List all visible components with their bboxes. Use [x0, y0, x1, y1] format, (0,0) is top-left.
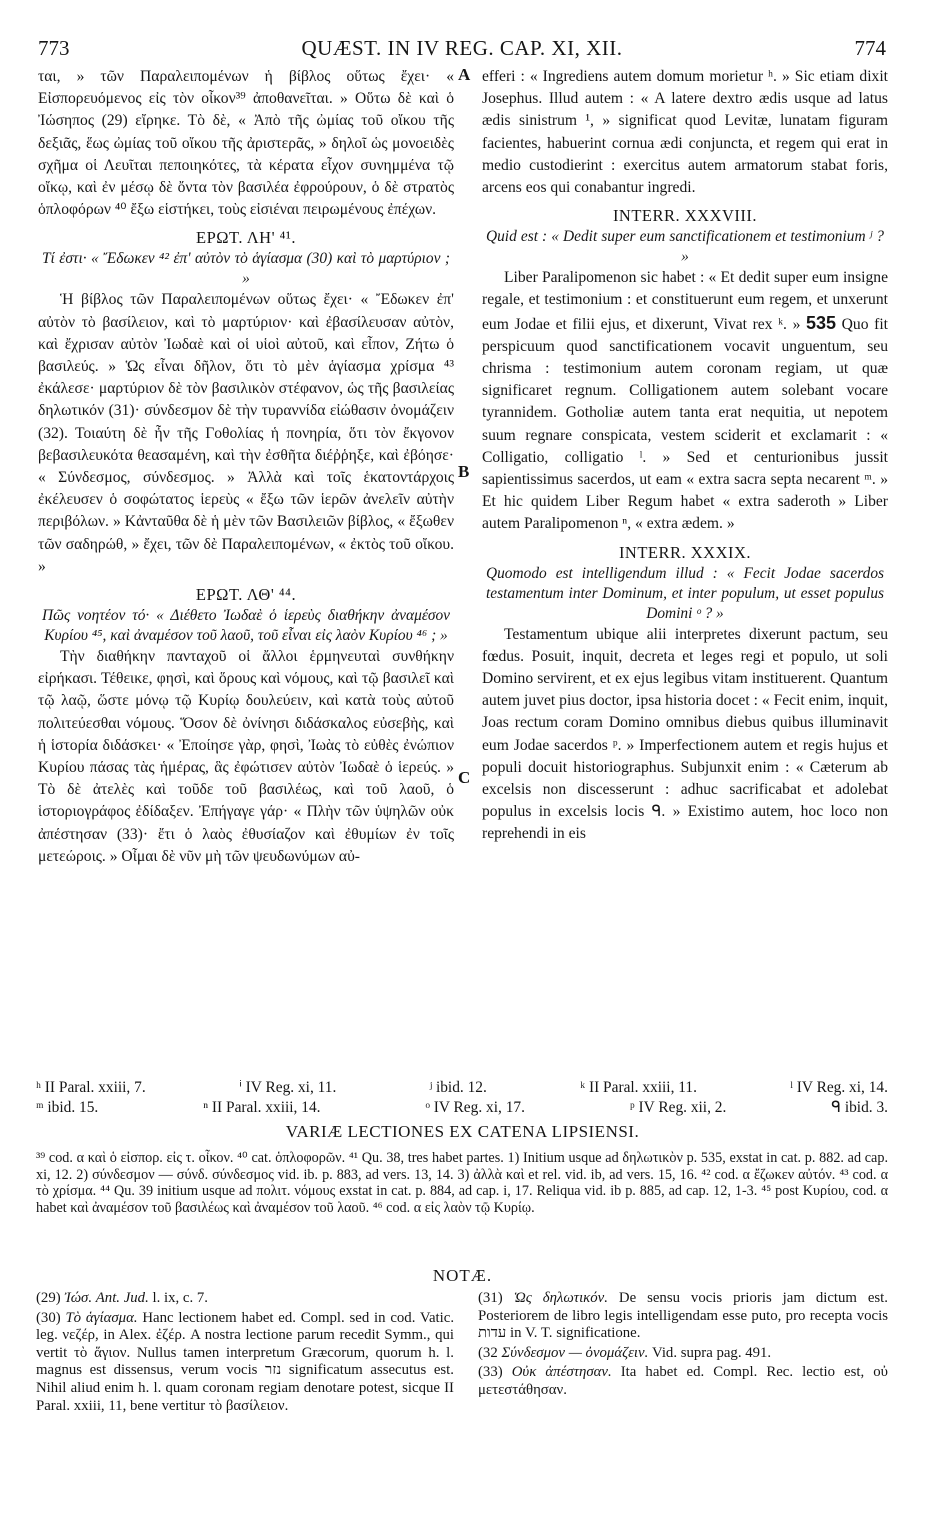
page-number-left: 773 — [38, 36, 70, 60]
variae-lectiones-text: ³⁹ cod. α καὶ ὁ εἰσπορ. εἰς τ. οἶκον. ⁴⁰ cat. ὁπλοφορῶν. ⁴¹ Qu. 38, tres habet partes. 1) Initium usque ad δηλωτικὸν p. 535, exstat in cat. p. 882. ad cap. xi, 12. 2) σύνδεσμον — σύνδ. σύνδεσμος vid. ib. p. 883, ad vers. 13, 14. 3) ἀλλὰ καὶ et rel. vid. ib, ad vers. 15, 16. ⁴² cod. α ἔζωκεν αὐτόν. ⁴³ cod. α τὸ χρίσμα. ⁴⁴ Qu. 39 initium usque ad πολιτ. νόμους exstat in cat. p. 884, ad cap. i, 17. Reliqua vid. ib p. 885, ad cap. 12, 1-3. ⁴⁵ post Κυρίου, cod. α habet καὶ ἀναμέσον τοῦ βασιλέως καὶ ἀναμέσον τοῦ λαοῦ. ⁴⁶ cod. α εἰς λαὸν τῷ Κυρίῳ. — [36, 1150, 888, 1216]
note-32 — [478, 1345, 888, 1363]
greek-question-heading-38: ΕΡΩΤ. ΛΗ' ⁴¹. — [195, 228, 296, 248]
note-number: (32 — [478, 1344, 498, 1361]
latin-paragraph-2b: Quo fit perspicuum quod sanctificationem vocavit unguentum, seu chrisma : testimonium autem coronam regiam, ut quæ significaret regnum. Colligationem autem solebant vocare tyrannidem. Gotholiæ autem tanta erat nequitia, ut nepotem suum regnare conspicata, vestem sciderit et exclamarit : « Colligatio, colligatio ˡ. » Sed et centurionibus jussit sapientissimus sacerdos, ut eam « extra sacra septa necarent ᵐ. » Et hic quidem Liber Regum habet « extra saderoth » Liber autem Paralipomenon ⁿ, « extra ædem. » — [482, 315, 888, 533]
reference-item: ⁱ IV Reg. xi, 11. — [239, 1079, 337, 1096]
latin-paragraph-3: Testamentum ubique alii interpretes dixerunt pactum, seu fœdus. Posuit, inquit, decreta et leges regi et populo, ut soli Domino servirent, et ex ejus legibus vitam instituerent. Quantum autem juvet pius doctor, ipsa historia docet : « Fecit enim, inquit, Joas rectum coram Domino omnibus diebus quibus illuminavit eum Jodae sacerdos ᵖ. » Imperfectionem autem et regis hujus et populi docuit historiographus. Subjunxit enim : « Cæterum ab excelsis non discesserunt : adhuc sacrificabat et adolebat populus in excelsis locis ᑫ. » Existimo autem, hoc loco non reprehendi in eis — [482, 625, 888, 843]
note-text: Ita habet ed. Compl. Rec. lectio est, οὐ μετεστάθησαν. — [478, 1364, 888, 1398]
reference-item: ⁿ II Paral. xxiii, 14. — [203, 1099, 321, 1116]
greek-question-heading-39: ΕΡΩΤ. ΛΘ' ⁴⁴. — [195, 585, 297, 605]
note-lemma: Τὸ ἁγίασμα. — [65, 1309, 138, 1326]
note-number: (29) — [36, 1290, 61, 1306]
latin-column — [482, 66, 888, 846]
page-number-right: 774 — [854, 36, 886, 60]
margin-mark-c: C — [458, 768, 471, 787]
variae-lectiones-title: VARIÆ LECTIONES EX CATENA LIPSIENSI. — [285, 1122, 640, 1141]
note-number: (30) — [36, 1309, 61, 1326]
note-29 — [36, 1290, 454, 1308]
reference-item: ᵖ IV Reg. xii, 2. — [629, 1099, 727, 1116]
reference-item: ᑫ ibid. 3. — [831, 1099, 888, 1116]
note-text: Hanc lectionem habet ed. Compl. sed in cod. Vatic. leg. νεζέρ, in Alex. ἐζέρ. A nostra lectione parum recedit Symm., qui vertit τὸ ἅγιον. Nullus tamen interpretum Græcorum, quorum h. l. magnus est dissensus, verum vocis נזר significatum assecutus est. Nihil aliud enim h. l. quam coronam regiam denotare potest, sicque II Paral. xxiii, 11, bene vertitur τὸ βασίλειον. — [36, 1309, 455, 1414]
reference-item: ᵒ IV Reg. xi, 17. — [425, 1099, 525, 1116]
note-lemma: Ὡς δηλωτικόν. — [513, 1290, 608, 1306]
notes-right-column — [478, 1290, 888, 1402]
running-head: QUÆST. IN IV REG. CAP. XI, XII. — [301, 36, 623, 60]
reference-item: ᵏ II Paral. xxiii, 11. — [580, 1079, 697, 1096]
greek-paragraph-1: ται, » τῶν Παραλειπομένων ἡ βίβλος οὕτως ἔχει· « Εἰσπορευόμενος εἰς τὸν οἶκον³⁹ ἀποθανεῖται. » Οὕτω δὲ καὶ ὁ Ἰώσηπος (29) εἴρηκε. Τὸ δὲ, « Ἀπὸ τῆς ὠμίας τοῦ οἴκου τῆς δεξιᾶς, ἕως ὠμίας τοῦ οἴκου τῆς ἀριστερᾶς, » δηλοῖ ὡς μονοειδὲς σχῆμα οἱ Λευῖται πεποιηκότες, τὰ κέρατα εἶχον συνημμένα τῷ οἴκῳ, καὶ ἐν μέσῳ δὲ ὄντα τὸν βασιλέα ἐφρούρουν, ὁ δὲ στρατὸς ὁπλοφόρων ⁴⁰ ἔξω εἱστήκει, τοὺς εἰσιέναι πειρωμένους ἐπέχων. — [38, 68, 454, 219]
note-text: Vid. supra pag. 491. — [652, 1344, 772, 1361]
latin-question-heading-39: INTERR. XXXIX. — [618, 542, 752, 562]
latin-paragraph-2 — [482, 267, 888, 535]
reference-item: ʲ ibid. 12. — [429, 1079, 487, 1096]
notae-title: NOTÆ. — [432, 1266, 493, 1285]
scripture-references — [36, 1078, 888, 1118]
note-33 — [478, 1364, 888, 1399]
greek-paragraph-3: Τὴν διαθήκην πανταχοῦ οἱ ἄλλοι ἑρμηνευταὶ συνθήκην εἰρήκασι. Τέθεικε, φησὶ, καὶ ὅρους καὶ νόμους, καὶ τῷ βασιλεῖ καὶ τῷ λαῷ, ὥστε μόνῳ τῷ Κυρίῳ δουλεύειν, καὶ κατὰ τοὺς αὐτοῦ πολιτεύεσθαι νόμους. Ὅσον δὲ ὀνίνησι διδάσκαλος εὐσεβὴς, καὶ ἡ ἱστορία διδάσκει· « Ἐποίησε γὰρ, φησὶ, Ἰωὰς τὸ εὐθὲς ἐνώπιον Κυρίου πάσας τὰς ἡμέρας, ἃς ἐφώτισεν αὐτὸν Ἰωδαὲ ὁ ἱερεύς. » Τὸ δὲ ἀτελὲς καὶ τοῦδε τοῦ βασιλέως, καὶ τοῦ λαοῦ, ὁ ἱστοριογράφος ἐδίδαξεν. Ἐπήγαγε γάρ· « Πλὴν τῶν ὑψηλῶν οὐκ ἀπέστησαν (33)· ἔτι ὁ λαὸς ἐθυσίαζον καὶ ἐθυμίων ἐν τοῖς μετεώροις. » Οἶμαι δὲ νῦν μὴ τῶν ψευδωνύμων αὐ- — [38, 648, 454, 865]
latin-paragraph-2a: Liber Paralipomenon sic habet : « Et dedit super eum insigne regale, et testimonium : et constituerunt eum regem, et unxerunt eum Jodae et filii ejus, et dixerunt, Vivat rex ᵏ. » — [482, 269, 888, 333]
references-row-2 — [36, 1098, 888, 1118]
reference-item: ᵐ ibid. 15. — [36, 1099, 99, 1116]
note-lemma: Σύνδεσμον — ὀνομάζειν. — [501, 1344, 649, 1361]
references-row-1 — [36, 1078, 888, 1098]
greek-question-39: Πῶς νοητέον τό· « Διέθετο Ἰωδαὲ ὁ ἱερεὺς διαθήκην ἀναμέσον Κυρίου ⁴⁵, καὶ ἀναμέσον τοῦ λαοῦ, τοῦ εἶναι εἰς λαὸν Κυρίου ⁴⁶ ; » — [42, 607, 450, 645]
column-number-535: 535 — [806, 312, 837, 333]
margin-mark-b: B — [458, 462, 470, 481]
note-number: (31) — [478, 1290, 503, 1306]
latin-question-39: Quomodo est intelligendum illud : « Fecit Jodae sacerdos testamentum inter Dominum, et inter populum, ut esset populus Domini ᵒ ? » — [486, 564, 884, 622]
greek-paragraph-2: Ἡ βίβλος τῶν Παραλειπομένων οὕτως ἔχει· « Ἔδωκεν ἐπ' αὐτὸν τὸ βασίλειον, καὶ τὸ μαρτύριον· καὶ ἐβασίλευσαν αὐτὸν, καὶ ἔχρισαν αὐτὸν Ἰωδαὲ καὶ οἱ υἱοὶ αὐτοῦ, καὶ εἶπον, Ζήτω ὁ βασιλεύς. » Ὡς εἶναι δῆλον, ὅτι τὸ μὲν ἁγίασμα χρίσμα ⁴³ ἐκάλεσε· μαρτύριον δὲ τὸν βασιλικὸν στέφανον, ὡς τῆς βασιλείας δηλωτικόν (31)· σύνδεσμον δὲ τὴν τυραννίδα εἰώθασιν ὀνομάζειν (32). Τοιαύτη δὲ ἦν τῆς Γοθολίας ἡ πονηρία, ὅτι τὸν ἔκγονον βεβασιλευκότα θεασαμένη, καὶ τὴν ἐσθῆτα διέῤῥηξε, καὶ ἐβόησε· « Σύνδεσμος, σύνδεσμος. » Ἀλλὰ καὶ τοῖς ἑκατοντάρχοις ἐκέλευσεν ὁ σοφώτατος ἱερεὺς « ἔξω τῶν ἱερῶν ἀνελεῖν αὐτὴν περιβόλων. » Κἀνταῦθα δὲ ἡ μὲν τῶν Βασιλειῶν βίβλος, « ἔξωθεν τῶν σαδηρώθ, » ἔχει, τῶν δὲ Παραλειπομένων, « ἐκτὸς τοῦ οἴκου. » — [38, 291, 454, 575]
latin-paragraph-1: efferi : « Ingrediens autem domum morietur ʰ. » Sic etiam dixit Josephus. Illud autem : « A latere dextro ædis usque ad latus ædis sinistrum ¹, » significat quod Levitæ, lunatam figuram facientes, habuerint cornua ædi conjuncta, et regem qui erat in medio custodierint : exercitus autem armatorum stabat foris, arcens eos qui conabantur ingredi. — [482, 68, 888, 197]
note-31 — [478, 1290, 888, 1343]
note-number: (33) — [478, 1364, 503, 1381]
note-lemma: Ἰώσ. Ant. Jud. — [64, 1290, 149, 1306]
page-header — [38, 36, 886, 62]
latin-question-heading-38: INTERR. XXXVIII. — [612, 206, 758, 226]
notes-left-column — [36, 1290, 454, 1417]
reference-item: ˡ IV Reg. xi, 14. — [790, 1079, 888, 1096]
reference-item: ʰ II Paral. xxiii, 7. — [36, 1079, 146, 1096]
greek-question-38: Τί ἐστι· « Ἔδωκεν ⁴² ἐπ' αὐτὸν τὸ ἁγίασμα (30) καὶ τὸ μαρτύριον ; » — [42, 250, 450, 288]
note-text: De sensu vocis prioris jam dictum est. Posteriorem de libro legis intelligendam esse puto, pro recepta vocis עדות in V. T. significatione. — [478, 1290, 888, 1342]
note-30 — [36, 1310, 454, 1416]
latin-question-38: Quid est : « Dedit super eum sanctificationem et testimonium ʲ ? » — [486, 228, 884, 266]
greek-column — [38, 66, 454, 868]
note-text: l. ix, c. 7. — [152, 1290, 208, 1306]
margin-mark-a: A — [458, 65, 471, 84]
note-lemma: Οὐκ ἀπέστησαν. — [511, 1364, 612, 1381]
